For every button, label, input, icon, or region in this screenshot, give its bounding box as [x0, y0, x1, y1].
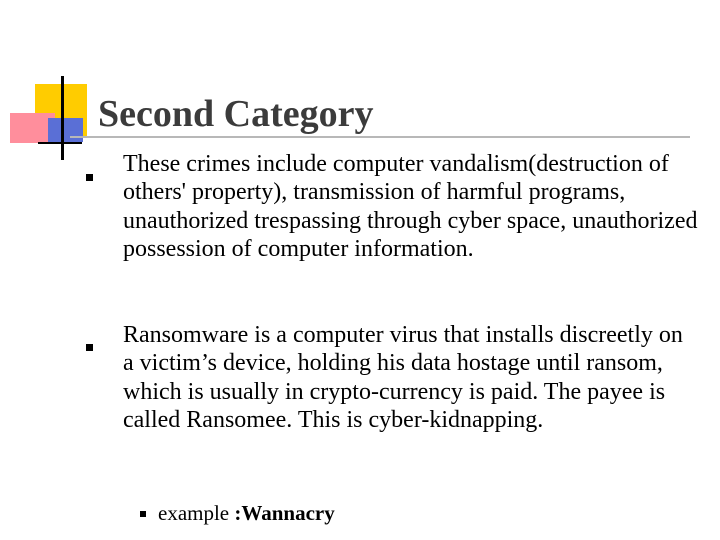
sub-bullet-emphasis: :Wannacry: [234, 501, 335, 525]
bullet-icon: [86, 174, 93, 181]
title-divider: [70, 136, 690, 138]
logo-horizontal-line: [38, 142, 82, 144]
sub-bullet-icon: [140, 511, 146, 517]
logo-blue-square: [48, 118, 83, 142]
slide-title: Second Category: [98, 93, 374, 135]
sub-bullet-text: [158, 499, 335, 527]
bullet-text-1: These crimes include computer vandalism(destruction of others' property), transmission of harmful programs, unauthorized trespassing through cyber space, unauthorized possession of computer information.: [123, 151, 698, 262]
bullet-icon: [86, 344, 93, 351]
logo-vertical-line: [61, 76, 64, 160]
bullet-text-2: Ransomware is a computer virus that installs discreetly on a victim’s device, holding his data hostage until ransom, which is usually in crypto-currency is paid. The payee is called Ransomee. This is cyber-kidnapping.: [123, 322, 683, 433]
sub-bullet-lead: example: [158, 501, 230, 525]
